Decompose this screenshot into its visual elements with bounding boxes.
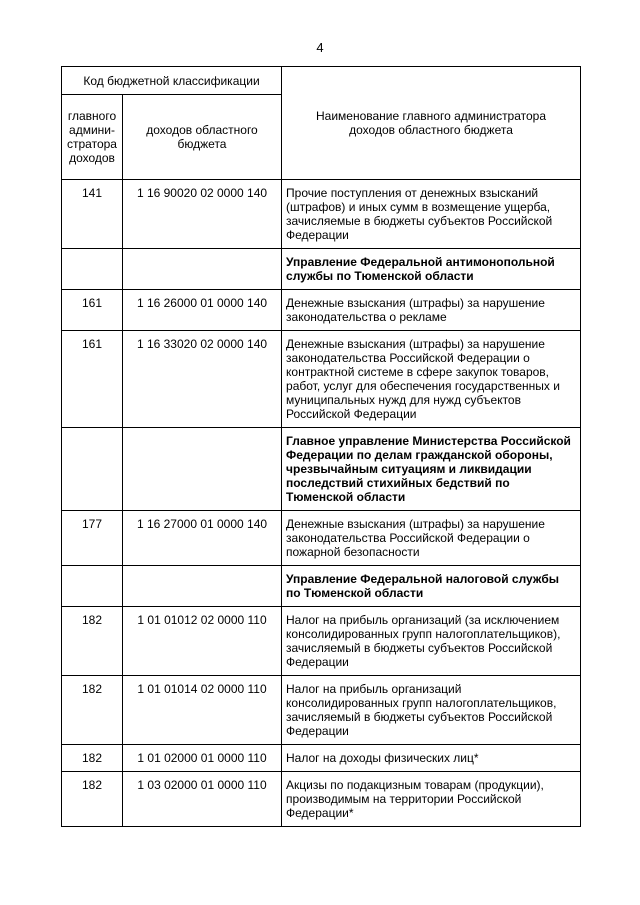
income-name-cell: Денежные взыскания (штрафы) за нарушение законодательства Российской Федерации о контрактной системе в сфере закупок товаров, работ, услуг для обеспечения государственных и муниципальных нужд для нужд субъектов Российской Федерации	[282, 331, 581, 428]
income-name-cell: Денежные взыскания (штрафы) за нарушение законодательства Российской Федерации о пожарной безопасности	[282, 511, 581, 566]
income-code-cell: 1 16 90020 02 0000 140	[123, 180, 282, 249]
table-row	[62, 249, 581, 290]
income-code-cell: 1 16 33020 02 0000 140	[123, 331, 282, 428]
admin-code-cell: 161	[62, 290, 123, 331]
table-body	[62, 180, 581, 827]
income-name-cell: Налог на доходы физических лиц*	[282, 745, 581, 772]
admin-code-cell	[62, 566, 123, 607]
header-admin-name: Наименование главного администратора доходов областного бюджета	[282, 67, 581, 180]
table-row	[62, 745, 581, 772]
header-group-budget-code: Код бюджетной классификации	[62, 67, 282, 95]
admin-code-cell: 182	[62, 772, 123, 827]
income-name-cell: Налог на прибыль организаций (за исключением консолидированных групп налогоплательщиков), зачисляемый в бюджеты субъектов Российской Федерации	[282, 607, 581, 676]
income-code-cell: 1 01 01014 02 0000 110	[123, 676, 282, 745]
header-main-admin: главного админи-стратора доходов	[62, 95, 123, 180]
table-row	[62, 290, 581, 331]
administrator-heading-cell: Управление Федеральной налоговой службы по Тюменской области	[282, 566, 581, 607]
admin-code-cell: 182	[62, 745, 123, 772]
table-row	[62, 511, 581, 566]
admin-code-cell	[62, 249, 123, 290]
table-row	[62, 607, 581, 676]
income-code-cell	[123, 566, 282, 607]
table-row	[62, 772, 581, 827]
admin-code-cell: 177	[62, 511, 123, 566]
income-code-cell	[123, 249, 282, 290]
table-row	[62, 331, 581, 428]
income-name-cell: Налог на прибыль организаций консолидированных групп налогоплательщиков, зачисляемый в бюджеты субъектов Российской Федерации	[282, 676, 581, 745]
table-row	[62, 566, 581, 607]
table-row	[62, 676, 581, 745]
admin-code-cell: 182	[62, 607, 123, 676]
income-code-cell: 1 16 27000 01 0000 140	[123, 511, 282, 566]
admin-code-cell: 161	[62, 331, 123, 428]
income-code-cell	[123, 428, 282, 511]
income-code-cell: 1 03 02000 01 0000 110	[123, 772, 282, 827]
income-name-cell: Акцизы по подакцизным товарам (продукции), производимым на территории Российской Федерации*	[282, 772, 581, 827]
income-name-cell: Прочие поступления от денежных взысканий (штрафов) и иных сумм в возмещение ущерба, зачисляемые в бюджеты субъектов Российской Федерации	[282, 180, 581, 249]
administrator-heading-cell: Главное управление Министерства Российской Федерации по делам гражданской обороны, чрезвычайным ситуациям и ликвидации последствий стихийных бедствий по Тюменской области	[282, 428, 581, 511]
admin-code-cell: 141	[62, 180, 123, 249]
header-regional-income: доходов областного бюджета	[123, 95, 282, 180]
budget-classification-table	[61, 66, 581, 827]
table-row	[62, 180, 581, 249]
income-code-cell: 1 16 26000 01 0000 140	[123, 290, 282, 331]
income-name-cell: Денежные взыскания (штрафы) за нарушение законодательства о рекламе	[282, 290, 581, 331]
admin-code-cell	[62, 428, 123, 511]
page-number: 4	[316, 40, 324, 55]
income-code-cell: 1 01 02000 01 0000 110	[123, 745, 282, 772]
administrator-heading-cell: Управление Федеральной антимонопольной службы по Тюменской области	[282, 249, 581, 290]
table-row	[62, 428, 581, 511]
income-code-cell: 1 01 01012 02 0000 110	[123, 607, 282, 676]
admin-code-cell: 182	[62, 676, 123, 745]
